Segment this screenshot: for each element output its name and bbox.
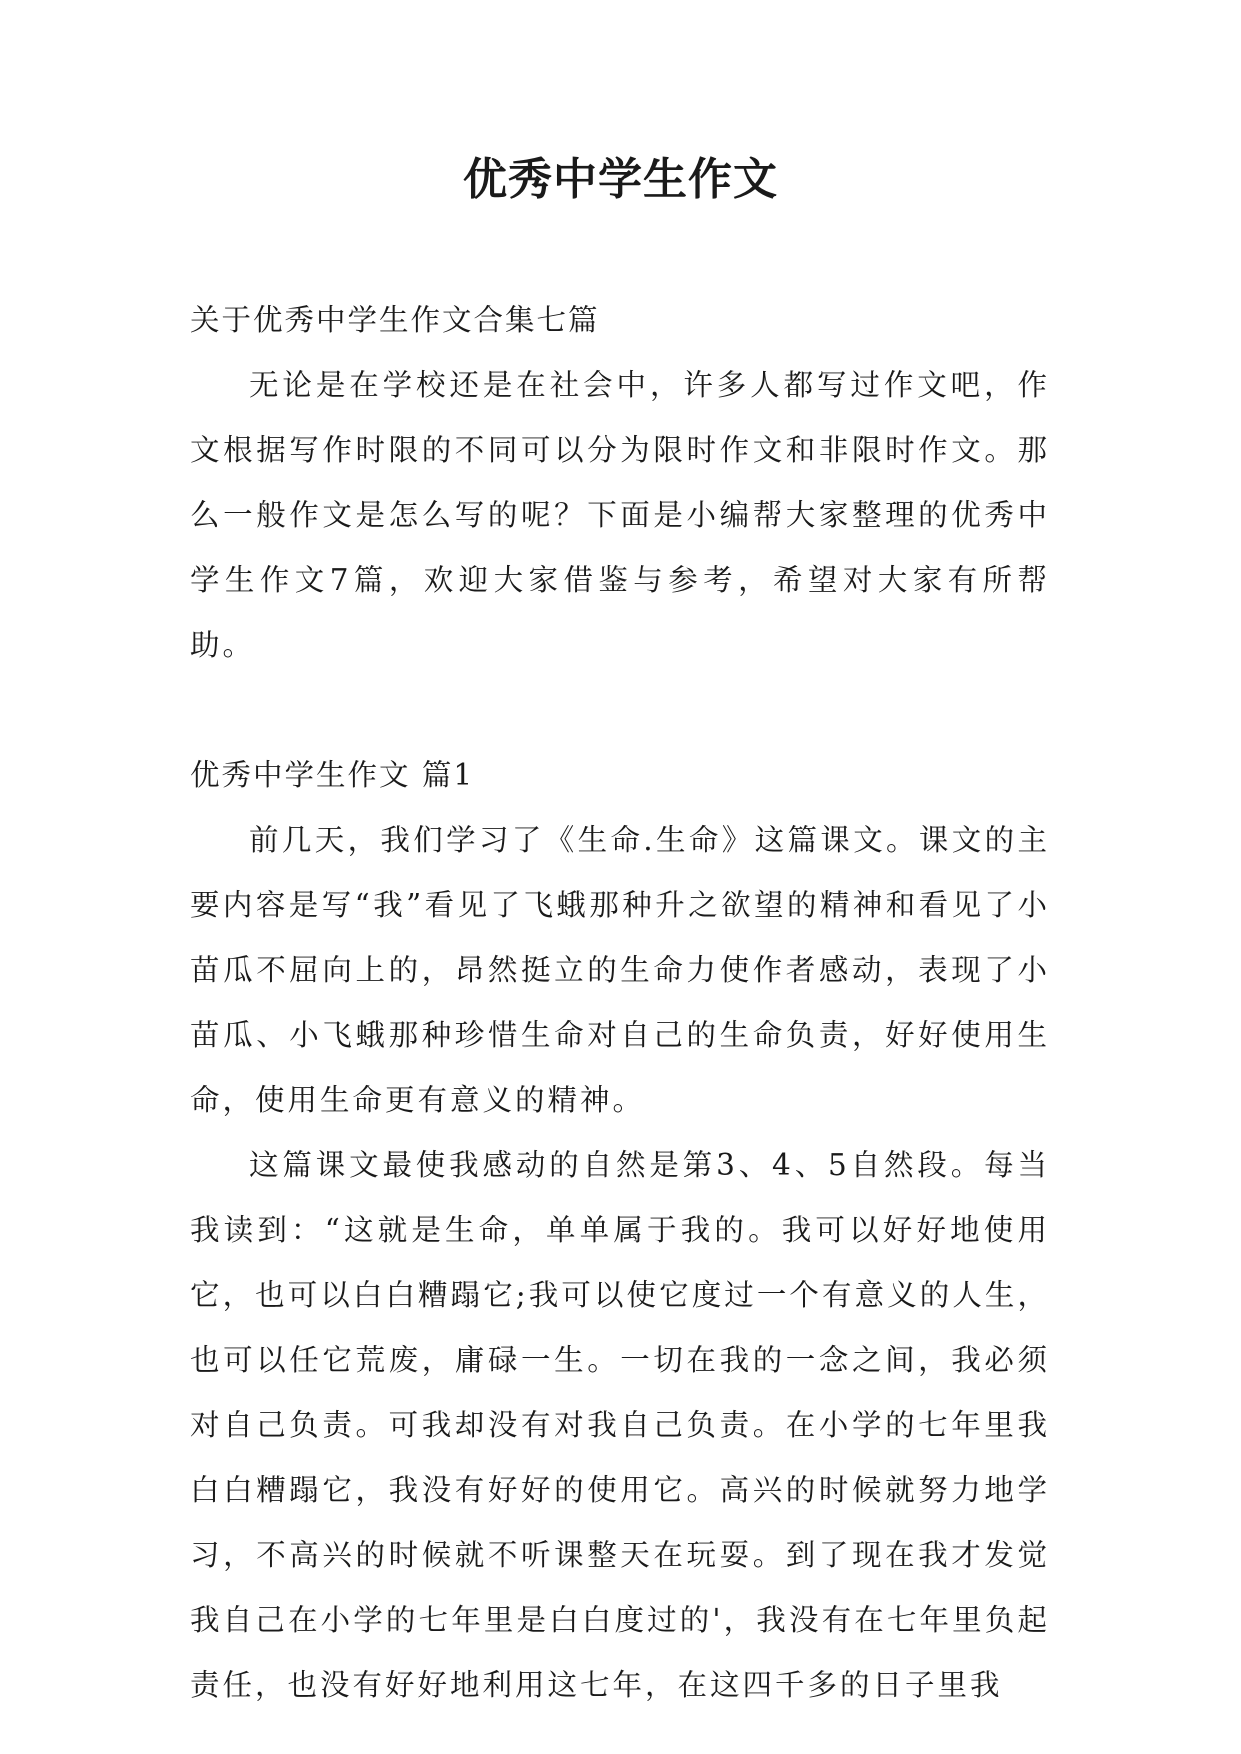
document-title: 优秀中学生作文 (463, 154, 778, 205)
section-heading: 优秀中学生作文 篇1 (190, 758, 475, 792)
intro-paragraph: 无论是在学校还是在社会中，许多人都写过作文吧，作文根据写作时限的不同可以分为限时作文和非限时作文。那么一般作文是怎么写的呢？下面是小编帮大家整理的优秀中学生作文7篇，欢迎大家借鉴与参考，希望对大家有所帮助。 (190, 368, 1050, 662)
document-subtitle: 关于优秀中学生作文合集七篇 (190, 303, 600, 337)
document-body (190, 288, 1050, 1718)
body-paragraph: 这篇课文最使我感动的自然是第3、4、5自然段。每当我读到：“这就是生命，单单属于我的。我可以好好地使用它，也可以白白糟蹋它;我可以使它度过一个有意义的人生，也可以任它荒废，庸碌一生。一切在我的一念之间，我必须对自己负责。可我却没有对我自己负责。在小学的七年里我白白糟蹋它，我没有好好的使用它。高兴的时候就努力地学习，不高兴的时候就不听课整天在玩耍。到了现在我才发觉我自己在小学的七年里是白白度过的'，我没有在七年里负起责任，也没有好好地利用这七年，在这四千多的日子里我 (190, 1148, 1050, 1702)
body-paragraph: 前几天，我们学习了《生命.生命》这篇课文。课文的主要内容是写“我”看见了飞蛾那种升之欲望的精神和看见了小苗瓜不屈向上的，昂然挺立的生命力使作者感动，表现了小苗瓜、小飞蛾那种珍惜生命对自己的生命负责，好好使用生命，使用生命更有意义的精神。 (190, 823, 1050, 1117)
